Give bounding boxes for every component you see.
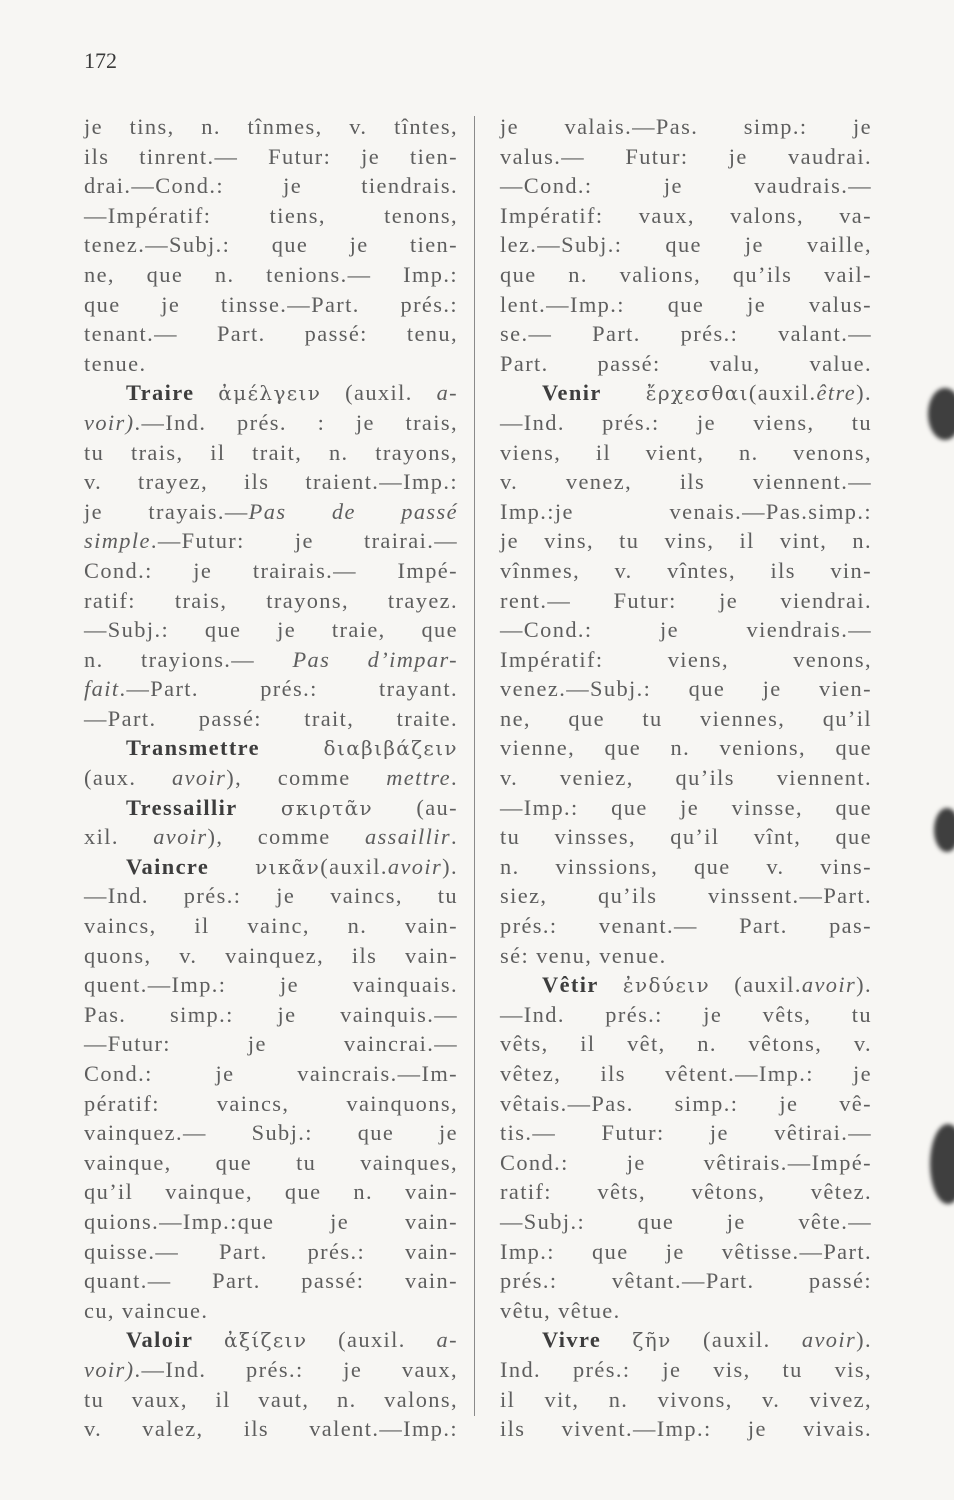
text-segment: fait (84, 676, 120, 702)
left-column (84, 112, 458, 1444)
text-segment: ils vivent.—Imp.: je vivais. (500, 1416, 872, 1442)
text-line (500, 1207, 872, 1237)
text-line (500, 467, 872, 497)
text-line (84, 793, 458, 823)
text-line (500, 438, 872, 468)
text-line (84, 970, 458, 1000)
text-segment: mettre (386, 765, 451, 791)
text-segment: (auxil. (320, 853, 388, 879)
text-line (84, 1385, 458, 1415)
text-line (84, 881, 458, 911)
text-segment: v. veniez, qu’ils viennent. (500, 765, 872, 791)
text-segment: assaillir (364, 824, 451, 850)
text-line (84, 438, 458, 468)
text-segment: Cond.: je vaincrais.—Im- (84, 1061, 458, 1086)
text-line (84, 378, 458, 408)
entry-headword: Venir (542, 380, 602, 406)
greek-gloss: ζῆν (632, 1328, 672, 1353)
text-segment: prés.: venant.— Part. pas- (500, 913, 872, 939)
text-segment: avoir (387, 853, 443, 879)
text-line (84, 1237, 458, 1267)
text-segment: (auxil. (710, 972, 802, 998)
text-segment: se.— Part. prés.: valant.— (500, 321, 872, 347)
text-line (500, 1355, 872, 1385)
text-line (84, 556, 458, 586)
text-line (84, 674, 458, 704)
text-line (84, 290, 458, 320)
text-segment: a- (436, 1327, 458, 1353)
text-segment: . (450, 765, 458, 791)
text-line (500, 1148, 872, 1178)
text-segment: .—Ind. prés. : je trais, (134, 409, 458, 435)
text-line (500, 260, 872, 290)
entry-headword: Vivre (542, 1327, 602, 1353)
text-segment (602, 380, 646, 405)
text-segment (599, 972, 623, 997)
text-segment: je valais.—Pas. simp.: je (500, 114, 872, 139)
text-segment: Part. passé: valu, value. (500, 350, 872, 376)
text-segment: tu vaux, il vaut, n. valons, (84, 1386, 458, 1412)
text-line (500, 645, 872, 675)
text-segment: sé: venu, venue. (500, 942, 667, 968)
text-line (84, 941, 458, 971)
text-segment: n. vinssions, que v. vins- (500, 853, 872, 879)
text-segment: ), comme (226, 765, 387, 791)
text-segment: quons, v. vainquez, ils vain- (84, 942, 458, 968)
text-line (84, 1000, 458, 1030)
text-segment: Cond.: je trairais.— Impé- (84, 557, 458, 583)
text-segment: viens, il vient, n. venons, (500, 439, 872, 465)
text-segment: ne, que n. tenions.— Imp.: (84, 261, 458, 287)
text-segment: v. trayez, ils traient.—Imp.: (84, 469, 458, 495)
text-segment: avoir (801, 1327, 857, 1353)
entry-headword: Valoir (126, 1327, 194, 1353)
text-segment: tu trais, il trait, n. trayons, (84, 439, 458, 465)
text-segment: Cond.: je vêtirais.—Impé- (500, 1149, 872, 1175)
text-line (84, 349, 458, 379)
text-segment: vainquez.— Subj.: que je (84, 1120, 458, 1146)
text-segment: ). (856, 380, 872, 406)
text-segment: avoir (801, 972, 857, 998)
text-line (500, 408, 872, 438)
text-segment (195, 380, 219, 405)
text-segment: lez.—Subj.: que je vaille, (500, 232, 872, 258)
text-segment: (au- (373, 794, 458, 820)
text-line (500, 349, 872, 379)
text-segment: ). (442, 853, 458, 879)
text-segment (193, 1327, 224, 1352)
text-segment: —Subj.: que je vête.— (500, 1208, 872, 1234)
text-line (84, 497, 458, 527)
text-line (84, 704, 458, 734)
text-segment: avoir (153, 824, 208, 850)
text-line (500, 1118, 872, 1148)
text-line (500, 1414, 872, 1444)
greek-gloss: νικᾶν (255, 854, 321, 879)
text-line (500, 319, 872, 349)
text-line (84, 615, 458, 645)
text-segment: Pas d’impar- (292, 646, 459, 672)
text-line (84, 1148, 458, 1178)
text-line (500, 1385, 872, 1415)
text-line (500, 142, 872, 172)
text-segment: être (816, 380, 857, 406)
text-segment (238, 795, 281, 820)
text-segment: siez, qu’ils vinssent.—Part. (500, 883, 872, 909)
text-segment: tu vinsses, qu’il vînt, que (500, 824, 872, 850)
text-line (84, 1177, 458, 1207)
text-line (84, 142, 458, 172)
text-segment: ). (856, 1327, 872, 1353)
text-line (500, 556, 872, 586)
text-segment: que je tinsse.—Part. prés.: (84, 291, 458, 317)
text-line (500, 1266, 872, 1296)
text-line (500, 704, 872, 734)
text-line (500, 763, 872, 793)
text-line (84, 852, 458, 882)
text-segment: je trayais.— (84, 498, 249, 524)
text-segment: tenez.—Subj.: que je tien- (84, 232, 458, 258)
text-line (500, 171, 872, 201)
ink-blot (934, 808, 954, 852)
text-line (500, 526, 872, 556)
text-segment: ratif: trais, trayons, trayez. (84, 587, 458, 613)
text-segment: je vins, tu vins, il vint, n. (500, 528, 872, 554)
text-line (84, 526, 458, 556)
text-line (500, 1089, 872, 1119)
text-line (500, 822, 872, 852)
text-segment: (auxil. (671, 1327, 802, 1353)
text-segment: vînmes, v. vîntes, ils vin- (500, 557, 872, 583)
text-segment: vêtez, ils vêtent.—Imp.: je (500, 1061, 872, 1086)
text-line (84, 1059, 458, 1089)
text-segment: —Cond.: je vaudrais.— (500, 173, 872, 199)
text-segment: Ind. prés.: je vis, tu vis, (500, 1356, 872, 1382)
text-line (84, 408, 458, 438)
text-line (84, 260, 458, 290)
text-segment: simple (84, 528, 151, 554)
text-segment: —Ind. prés.: je vaincs, tu (84, 883, 458, 909)
text-segment: venez.—Subj.: que je vien- (500, 676, 872, 702)
text-segment: valus.— Futur: je vaudrai. (500, 143, 872, 169)
text-segment (260, 735, 324, 760)
text-line (84, 763, 458, 793)
greek-gloss: ἀξίζειν (224, 1328, 308, 1353)
text-segment: rent.— Futur: je viendrai. (500, 587, 872, 613)
text-segment: .—Futur: je trairai.— (150, 528, 458, 554)
text-line (500, 852, 872, 882)
text-line (84, 171, 458, 201)
text-segment: vêtais.—Pas. simp.: je vê- (500, 1090, 872, 1116)
text-segment: Imp.:je venais.—Pas.simp.: (500, 498, 872, 524)
text-line (500, 1177, 872, 1207)
text-line (84, 1296, 458, 1326)
text-segment: .—Part. prés.: trayant. (119, 676, 458, 702)
column-divider (474, 116, 475, 1416)
text-segment: —Cond.: je viendrais.— (500, 617, 872, 643)
text-line (500, 1000, 872, 1030)
text-segment: que n. valions, qu’ils vail- (500, 261, 872, 287)
text-segment: —Ind. prés.: je viens, tu (500, 409, 872, 435)
text-segment: . (450, 824, 458, 850)
text-segment: je tins, n. tînmes, v. tîntes, (84, 114, 458, 139)
text-segment: vaincs, il vainc, n. vain- (84, 913, 458, 939)
text-line (84, 1029, 458, 1059)
text-segment (209, 854, 255, 879)
ink-blot (928, 388, 954, 440)
text-segment: Imp.: que je vêtisse.—Part. (500, 1238, 872, 1264)
text-segment: vêts, il vêt, n. vêtons, v. (500, 1031, 872, 1057)
entry-headword: Vaincre (126, 853, 210, 879)
text-segment: pératif: vaincs, vainquons, (84, 1090, 458, 1116)
text-segment: (aux. (84, 765, 172, 791)
text-line (84, 319, 458, 349)
text-segment: —Futur: je vaincrai.— (84, 1031, 458, 1057)
text-segment (601, 1327, 632, 1352)
text-segment: voir) (84, 409, 135, 435)
text-segment: prés.: vêtant.—Part. passé: (500, 1268, 872, 1294)
text-line (500, 941, 872, 971)
text-segment: lent.—Imp.: que je valus- (500, 291, 872, 317)
text-segment: ils tinrent.— Futur: je tien- (84, 143, 458, 169)
text-line (84, 1414, 458, 1444)
text-segment: drai.—Cond.: je tiendrais. (84, 173, 458, 199)
text-segment: vêtu, vêtue. (500, 1297, 621, 1323)
text-segment: —Subj.: que je traie, que (84, 617, 458, 643)
text-segment: quant.— Part. passé: vain- (84, 1268, 458, 1294)
entry-headword: Transmettre (126, 735, 260, 761)
text-segment: xil. (84, 824, 154, 850)
text-segment: (auxil. (748, 380, 817, 406)
text-segment: Pas. simp.: je vainquis.— (84, 1001, 458, 1027)
text-segment: —Impératif: tiens, tenons, (84, 202, 458, 228)
text-segment: quent.—Imp.: je vainquais. (84, 972, 458, 998)
text-segment: Impératif: vaux, valons, va- (500, 202, 872, 228)
text-line (84, 467, 458, 497)
text-segment: ne, que tu viennes, qu’il (500, 705, 872, 731)
text-line (84, 645, 458, 675)
text-line (500, 112, 872, 142)
text-line (500, 290, 872, 320)
text-line (84, 1266, 458, 1296)
text-line (84, 1355, 458, 1385)
text-segment: Impératif: viens, venons, (500, 646, 872, 672)
text-segment: a- (436, 380, 459, 406)
text-line (84, 1207, 458, 1237)
greek-gloss: ἐνδύειν (622, 973, 711, 998)
text-segment: qu’il vainque, que n. vain- (84, 1179, 458, 1205)
text-segment: vienne, que n. venions, que (500, 735, 872, 761)
text-line (84, 822, 458, 852)
text-line (84, 586, 458, 616)
text-segment: ratif: vêts, vêtons, vêtez. (500, 1179, 872, 1205)
text-line (500, 1029, 872, 1059)
text-segment: —Imp.: que je vinsse, que (500, 794, 872, 820)
text-line (84, 1325, 458, 1355)
greek-gloss: ἔρχεσθαι (645, 381, 749, 406)
text-line (500, 674, 872, 704)
text-line (500, 230, 872, 260)
text-line (500, 497, 872, 527)
greek-gloss: σκιρτᾶν (280, 795, 374, 820)
text-line (500, 586, 872, 616)
text-line (500, 881, 872, 911)
text-line (84, 230, 458, 260)
text-line (500, 378, 872, 408)
text-line (84, 1118, 458, 1148)
text-segment: ), comme (207, 824, 365, 850)
text-line (500, 733, 872, 763)
text-line (84, 112, 458, 142)
text-segment: Pas de passé (248, 498, 458, 524)
entry-headword: Tressaillir (126, 794, 238, 820)
text-segment: quisse.— Part. prés.: vain- (84, 1238, 458, 1264)
text-line (84, 733, 458, 763)
text-line (84, 1089, 458, 1119)
text-line (500, 1296, 872, 1326)
text-line (500, 793, 872, 823)
entry-headword: Vêtir (542, 972, 599, 998)
text-segment: quions.—Imp.:que je vain- (84, 1208, 458, 1234)
text-segment: tis.— Futur: je vêtirai.— (500, 1120, 872, 1146)
text-segment: voir) (84, 1356, 135, 1382)
text-segment: (auxil. (307, 1327, 437, 1353)
text-segment: ). (856, 972, 872, 998)
text-line (500, 1325, 872, 1355)
text-segment: n. trayions.— (84, 646, 293, 672)
text-line (500, 1059, 872, 1089)
ink-blot (930, 1124, 954, 1204)
greek-gloss: ἀμέλγειν (218, 381, 322, 406)
text-segment: tenant.— Part. passé: tenu, (84, 321, 458, 347)
text-line (500, 911, 872, 941)
text-segment: avoir (171, 765, 227, 791)
text-line (84, 201, 458, 231)
text-line (500, 615, 872, 645)
text-segment: tenue. (84, 350, 147, 376)
right-column (500, 112, 872, 1444)
text-segment: (auxil. (321, 380, 437, 406)
text-segment: .—Ind. prés.: je vaux, (134, 1356, 458, 1382)
text-segment: vainque, que tu vainques, (84, 1149, 458, 1175)
text-segment: —Part. passé: trait, traite. (84, 705, 458, 731)
text-segment: il vit, n. vivons, v. vivez, (500, 1386, 872, 1412)
text-line (84, 911, 458, 941)
text-segment: cu, vaincue. (84, 1297, 209, 1323)
page-number: 172 (84, 48, 117, 73)
text-line (500, 970, 872, 1000)
text-segment: v. valez, ils valent.—Imp.: (84, 1416, 458, 1442)
greek-gloss: διαβιβάζειν (323, 736, 458, 761)
text-segment: v. venez, ils viennent.— (500, 469, 872, 495)
entry-headword: Traire (126, 380, 195, 406)
text-segment: —Ind. prés.: je vêts, tu (500, 1001, 872, 1027)
text-line (500, 201, 872, 231)
text-line (500, 1237, 872, 1267)
